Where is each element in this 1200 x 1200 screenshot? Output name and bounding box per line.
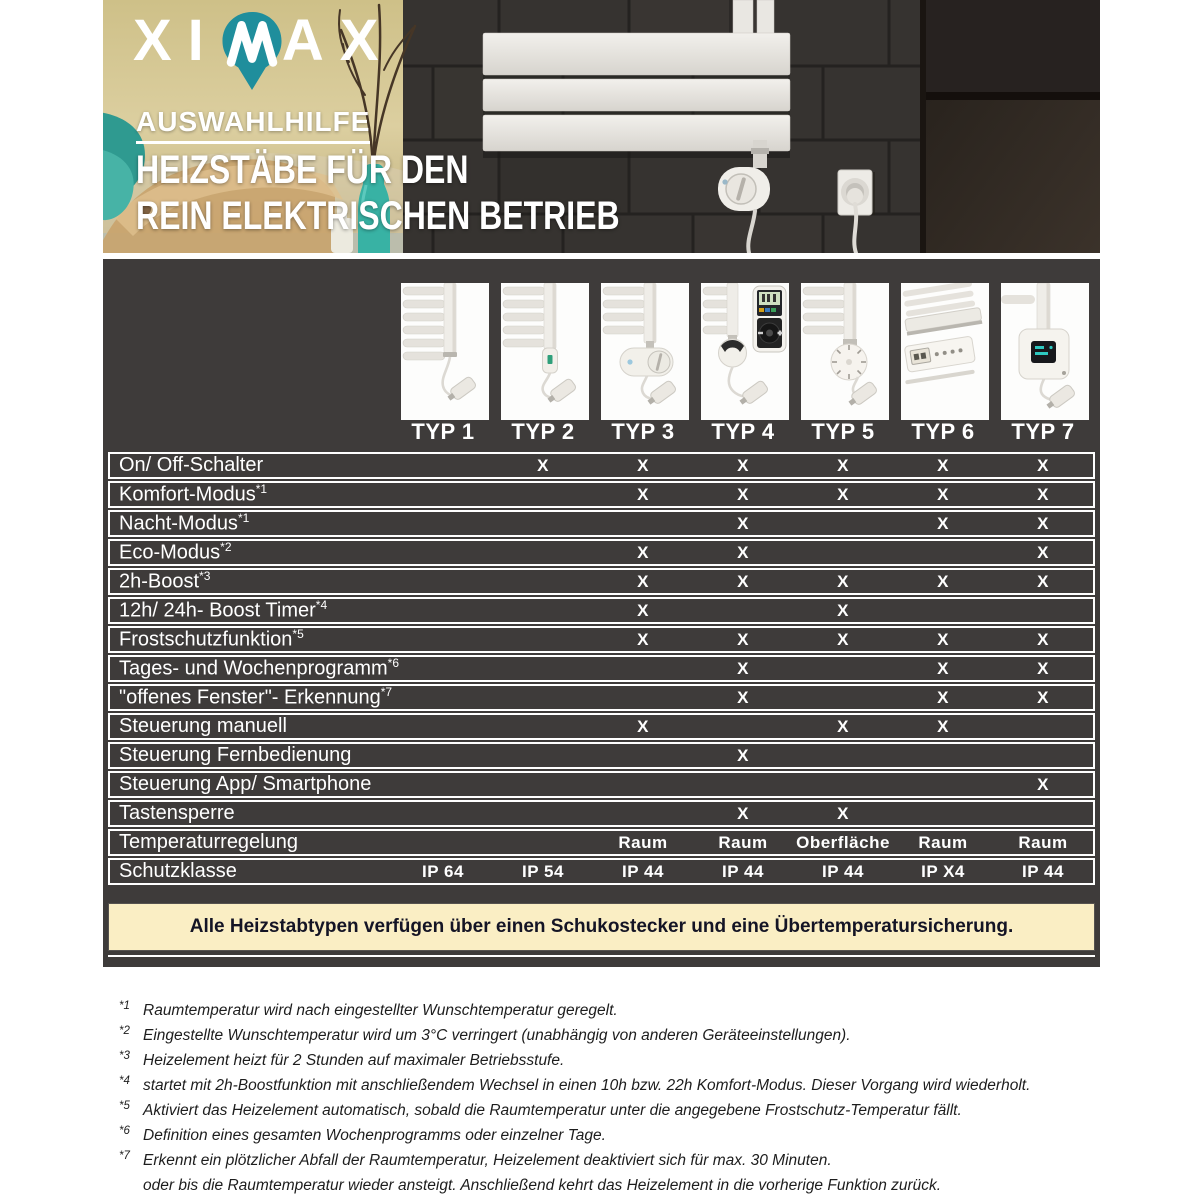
table-cell: IP 44 bbox=[822, 861, 864, 881]
feature-label: Temperaturregelung bbox=[119, 831, 298, 853]
product-photo-typ-3 bbox=[601, 283, 689, 420]
footnote-text: Raumtemperatur wird nach eingestellter Wunschtemperatur geregelt. bbox=[143, 1002, 618, 1019]
table-cell: X bbox=[937, 716, 949, 736]
feature-label: Komfort-Modus$^{*1}$ bbox=[119, 482, 268, 506]
table-cell: X bbox=[737, 803, 749, 823]
table-cell: X bbox=[737, 571, 749, 591]
footnote-marker: *1 bbox=[119, 1000, 130, 1012]
footnote bbox=[119, 1148, 1139, 1173]
table-cell: X bbox=[637, 455, 649, 475]
hero-title-line1: HEIZSTÄBE FÜR DEN bbox=[136, 148, 469, 192]
footnote-marker: *3 bbox=[119, 1050, 130, 1062]
table-row bbox=[108, 626, 1095, 653]
logo-text-right: AX bbox=[281, 8, 395, 73]
table-cell: X bbox=[637, 571, 649, 591]
table-row bbox=[108, 829, 1095, 856]
table-row bbox=[108, 858, 1095, 885]
footnote-marker bbox=[119, 1169, 143, 1194]
table-cell: X bbox=[1037, 629, 1049, 649]
footnote-marker: *7 bbox=[119, 1150, 130, 1162]
comparison-panel bbox=[103, 259, 1100, 967]
table-cell: X bbox=[737, 745, 749, 765]
product-photo-typ-1 bbox=[401, 283, 489, 420]
footnote-marker: *6 bbox=[119, 1125, 130, 1137]
table-cell: X bbox=[937, 484, 949, 504]
column-headers bbox=[393, 419, 1093, 449]
table-cell: X bbox=[937, 571, 949, 591]
feature-label: On/ Off-Schalter bbox=[119, 454, 264, 476]
table-row bbox=[108, 568, 1095, 595]
table-cell: X bbox=[737, 484, 749, 504]
table-cell: X bbox=[737, 687, 749, 707]
column-header: TYP 6 bbox=[911, 419, 975, 444]
footnote-text: startet mit 2h-Boostfunktion mit anschließendem Wechsel in einen 10h bzw. 22h Komfort-Modus. Dieser Vorgang wird wiederholt. bbox=[143, 1077, 1031, 1094]
column-header: TYP 1 bbox=[411, 419, 475, 444]
feature-label: Nacht-Modus$^{*1}$ bbox=[119, 511, 250, 535]
footnote-text: Heizelement heizt für 2 Stunden auf maximaler Betriebsstufe. bbox=[143, 1052, 565, 1069]
remote-control bbox=[753, 286, 786, 352]
table-cell: X bbox=[1037, 542, 1049, 562]
table-cell: X bbox=[1037, 774, 1049, 794]
table-cell: X bbox=[837, 600, 849, 620]
table-cell: X bbox=[637, 600, 649, 620]
feature-label: Eco-Modus$^{*2}$ bbox=[119, 540, 232, 564]
feature-label: Schutzklasse bbox=[119, 860, 237, 882]
wall-cabinet bbox=[920, 0, 1100, 253]
table-cell: X bbox=[837, 571, 849, 591]
table-cell: X bbox=[937, 658, 949, 678]
table-row bbox=[108, 510, 1095, 537]
feature-label: Steuerung manuell bbox=[119, 715, 287, 737]
footnote-marker: *5 bbox=[119, 1100, 130, 1112]
logo-text-left: XI bbox=[133, 8, 220, 73]
table-cell: X bbox=[1037, 658, 1049, 678]
feature-label: Tages- und Wochenprogramm$^{*6}$ bbox=[119, 656, 399, 680]
footnote-text: Definition eines gesamten Wochenprogramms oder einzelner Tage. bbox=[143, 1127, 606, 1144]
footnote-text: oder bis die Raumtemperatur wieder ansteigt. Anschließend kehrt das Heizelement in die vorherige Funktion zurück. bbox=[143, 1177, 942, 1194]
footnote-marker: *4 bbox=[119, 1075, 130, 1087]
table-cell: Oberfläche bbox=[796, 832, 890, 852]
table-cell: X bbox=[837, 803, 849, 823]
column-header: TYP 2 bbox=[511, 419, 575, 444]
column-header: TYP 5 bbox=[811, 419, 875, 444]
product-photo-typ-6 bbox=[901, 283, 989, 420]
logo-pin-icon bbox=[220, 11, 284, 91]
table-cell: X bbox=[937, 513, 949, 533]
table-row bbox=[108, 742, 1095, 769]
footnote bbox=[119, 1123, 1139, 1148]
table-cell: X bbox=[537, 455, 549, 475]
table-cell: X bbox=[737, 513, 749, 533]
table-row bbox=[108, 655, 1095, 682]
feature-label: "offenes Fenster"- Erkennung$^{*7}$ bbox=[119, 685, 393, 709]
table-cell: Raum bbox=[718, 832, 768, 852]
table-cell: X bbox=[637, 542, 649, 562]
table-cell: X bbox=[837, 716, 849, 736]
column-header: TYP 7 bbox=[1011, 419, 1075, 444]
footnote-text: Eingestellte Wunschtemperatur wird um 3°C verringert (unabhängig von anderen Geräteeinstellungen). bbox=[143, 1027, 851, 1044]
product-photo-typ-2 bbox=[501, 283, 589, 420]
hero-title-line2: REIN ELEKTRISCHEN BETRIEB bbox=[136, 194, 620, 238]
footnote bbox=[119, 1073, 1139, 1098]
product-photo-typ-7 bbox=[1001, 283, 1089, 420]
table-cell: IP 54 bbox=[522, 861, 564, 881]
table-row bbox=[108, 771, 1095, 798]
table-row bbox=[108, 800, 1095, 827]
table-cell: IP 44 bbox=[622, 861, 664, 881]
footnote bbox=[119, 1023, 1139, 1048]
table-cell: X bbox=[1037, 484, 1049, 504]
product-photo-typ-4 bbox=[701, 283, 789, 420]
table-cell: X bbox=[637, 716, 649, 736]
table-row bbox=[108, 684, 1095, 711]
footnote bbox=[119, 998, 1139, 1023]
table-cell: IP 64 bbox=[422, 861, 464, 881]
brand-logo bbox=[133, 8, 395, 91]
table-cell: X bbox=[637, 629, 649, 649]
table-cell: X bbox=[837, 629, 849, 649]
table-cell: X bbox=[737, 629, 749, 649]
column-header: TYP 4 bbox=[711, 419, 775, 444]
footnote bbox=[119, 1098, 1139, 1123]
feature-label: Steuerung Fernbedienung bbox=[119, 744, 352, 766]
table-cell: X bbox=[837, 455, 849, 475]
table-cell: X bbox=[737, 455, 749, 475]
table-cell: IP 44 bbox=[722, 861, 764, 881]
table-cell: X bbox=[737, 658, 749, 678]
table-cell: X bbox=[837, 484, 849, 504]
table-cell: X bbox=[937, 687, 949, 707]
footnotes bbox=[119, 998, 1139, 1198]
feature-label: Tastensperre bbox=[119, 802, 235, 824]
feature-label: Frostschutzfunktion$^{*5}$ bbox=[119, 627, 304, 651]
footnote-text: Erkennt ein plötzlicher Abfall der Raumtemperatur, Heizelement deaktiviert sich für max. 30 Minuten. bbox=[143, 1152, 832, 1169]
table-cell: X bbox=[737, 542, 749, 562]
table-cell: X bbox=[1037, 513, 1049, 533]
hero-eyebrow: AUSWAHLHILFE bbox=[136, 106, 370, 144]
table-cell: X bbox=[637, 484, 649, 504]
table-cell: Raum bbox=[918, 832, 968, 852]
table-cell: X bbox=[937, 629, 949, 649]
footnote bbox=[119, 1048, 1139, 1073]
hero-banner bbox=[103, 0, 1100, 253]
table-cell: IP 44 bbox=[1022, 861, 1064, 881]
table-cell: X bbox=[1037, 687, 1049, 707]
table-cell: X bbox=[937, 455, 949, 475]
column-header: TYP 3 bbox=[611, 419, 675, 444]
table-row bbox=[108, 481, 1095, 508]
feature-label: Steuerung App/ Smartphone bbox=[119, 773, 372, 795]
table-row bbox=[108, 597, 1095, 624]
note-divider bbox=[108, 955, 1095, 957]
table-cell: Raum bbox=[618, 832, 668, 852]
table-cell: IP X4 bbox=[921, 861, 965, 881]
feature-label: 12h/ 24h- Boost Timer$^{*4}$ bbox=[119, 598, 328, 622]
footnote-marker: *2 bbox=[119, 1025, 130, 1037]
feature-rows bbox=[108, 452, 1095, 887]
table-cell: Raum bbox=[1018, 832, 1068, 852]
footnote bbox=[119, 1173, 1139, 1198]
feature-label: 2h-Boost$^{*3}$ bbox=[119, 569, 211, 593]
table-cell: X bbox=[1037, 571, 1049, 591]
table-row bbox=[108, 539, 1095, 566]
note-bar: Alle Heizstabtypen verfügen über einen Schukostecker und eine Übertemperatursicherung. bbox=[108, 903, 1095, 951]
footnote-text: Aktiviert das Heizelement automatisch, sobald die Raumtemperatur unter die angegebene Frostschutz-Temperatur fällt. bbox=[143, 1102, 962, 1119]
table-cell: X bbox=[1037, 455, 1049, 475]
product-photo-typ-5 bbox=[801, 283, 889, 420]
table-row bbox=[108, 452, 1095, 479]
table-row bbox=[108, 713, 1095, 740]
